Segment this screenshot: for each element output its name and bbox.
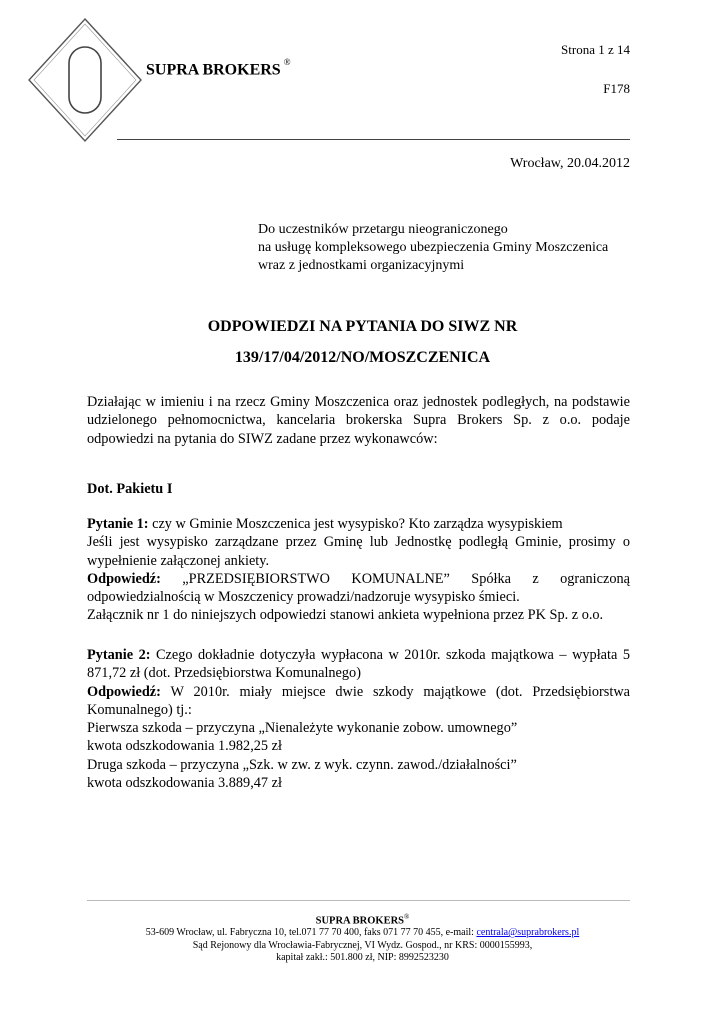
question-1 — [87, 515, 630, 625]
claim-1-amount: kwota odszkodowania 1.982,25 zł — [87, 738, 282, 755]
supra-brokers-logo — [25, 15, 145, 145]
answer-2-label: Odpowiedź: — [87, 683, 161, 700]
footer-email-link[interactable]: centrala@suprabrokers.pl — [476, 927, 580, 938]
footer-court-info: Sąd Rejonowy dla Wrocławia-Fabrycznej, VI Wydz. Gospod., nr KRS: 0000155993, — [192, 940, 533, 951]
question-1-label: Pytanie 1: — [87, 516, 149, 532]
recipients-line: Do uczestników przetargu nieograniczonego — [258, 222, 508, 237]
document-date: Wrocław, 20.04.2012 — [510, 156, 630, 171]
header-divider — [117, 139, 630, 140]
footer-divider — [87, 900, 630, 901]
recipients-line: wraz z jednostkami organizacyjnymi — [258, 258, 465, 273]
question-1-text: Pytanie 1: czy w Gminie Moszczenica jest wysypisko? Kto zarządza wysypiskiem — [87, 516, 563, 532]
intro-paragraph: Działając w imieniu i na rzecz Gminy Moszczenica oraz jednostek podległych, na podstawie udzielonego pełnomocnictwa, kancelaria brokerska Supra Brokers Sp. z o.o. podaje odpowiedzi na pytania do SIWZ zadane przez wykonawców: — [87, 394, 630, 447]
answer-1-label: Odpowiedź: — [87, 570, 161, 587]
page-number: Strona 1 z 14 — [561, 42, 630, 57]
footer-capital-info: kapitał zakł.: 501.800 zł, NIP: 8992523230 — [276, 952, 449, 963]
package-heading: Dot. Pakietu I — [87, 481, 173, 497]
document-number: 139/17/04/2012/NO/MOSZCZENICA — [234, 349, 491, 366]
answer-2: Odpowiedź: W 2010r. miały miejsce dwie szkody majątkowe (dot. Przedsiębiorstwa Komunalnego) tj.: — [87, 683, 630, 718]
question-2-text: Pytanie 2: Czego dokładnie dotyczyła wypłacona w 2010r. szkoda majątkowa – wypłata 5 871,72 zł (dot. Przedsiębiorstwa Komunalnego) — [87, 647, 630, 682]
question-2-label: Pytanie 2: — [87, 647, 151, 663]
claim-2-cause: Druga szkoda – przyczyna „Szk. w zw. z wyk. czynn. zawod./działalności” — [87, 756, 517, 773]
attachment-note: Załącznik nr 1 do niniejszych odpowiedzi stanowi ankieta wypełniona przez PK Sp. z o.o. — [87, 607, 604, 624]
footer-company: SUPRA BROKERS® — [315, 913, 410, 927]
question-2 — [87, 646, 630, 792]
claim-1-cause: Pierwsza szkoda – przyczyna „Nienależyte wykonanie zobow. umownego” — [87, 720, 518, 737]
recipients-line: na usługę kompleksowego ubezpieczenia Gminy Moszczenica — [258, 240, 609, 255]
claim-2-amount: kwota odszkodowania 3.889,47 zł — [87, 775, 282, 792]
answer-1: Odpowiedź: „PRZEDSIĘBIORSTWO KOMUNALNE” Spółka z ograniczoną odpowiedzialnością w Moszczenicy prowadzi/nadzoruje wysypisko śmieci. — [87, 570, 630, 606]
document-title: ODPOWIEDZI NA PYTANIA DO SIWZ NR — [207, 318, 518, 335]
footer-address: 53-609 Wrocław, ul. Fabryczna 10, tel.071 77 70 400, faks 071 77 70 455, e-mail: centrala@suprabrokers.pl — [145, 927, 580, 938]
recipients-block — [258, 221, 608, 275]
form-code: F178 — [603, 81, 630, 96]
question-1-details: Jeśli jest wysypisko zarządzane przez Gminę lub Jednostkę podległą Gminie, prosimy o wypełnienie załączonej ankiety. — [87, 534, 630, 569]
brand-name: SUPRA BROKERS ® — [146, 57, 291, 79]
